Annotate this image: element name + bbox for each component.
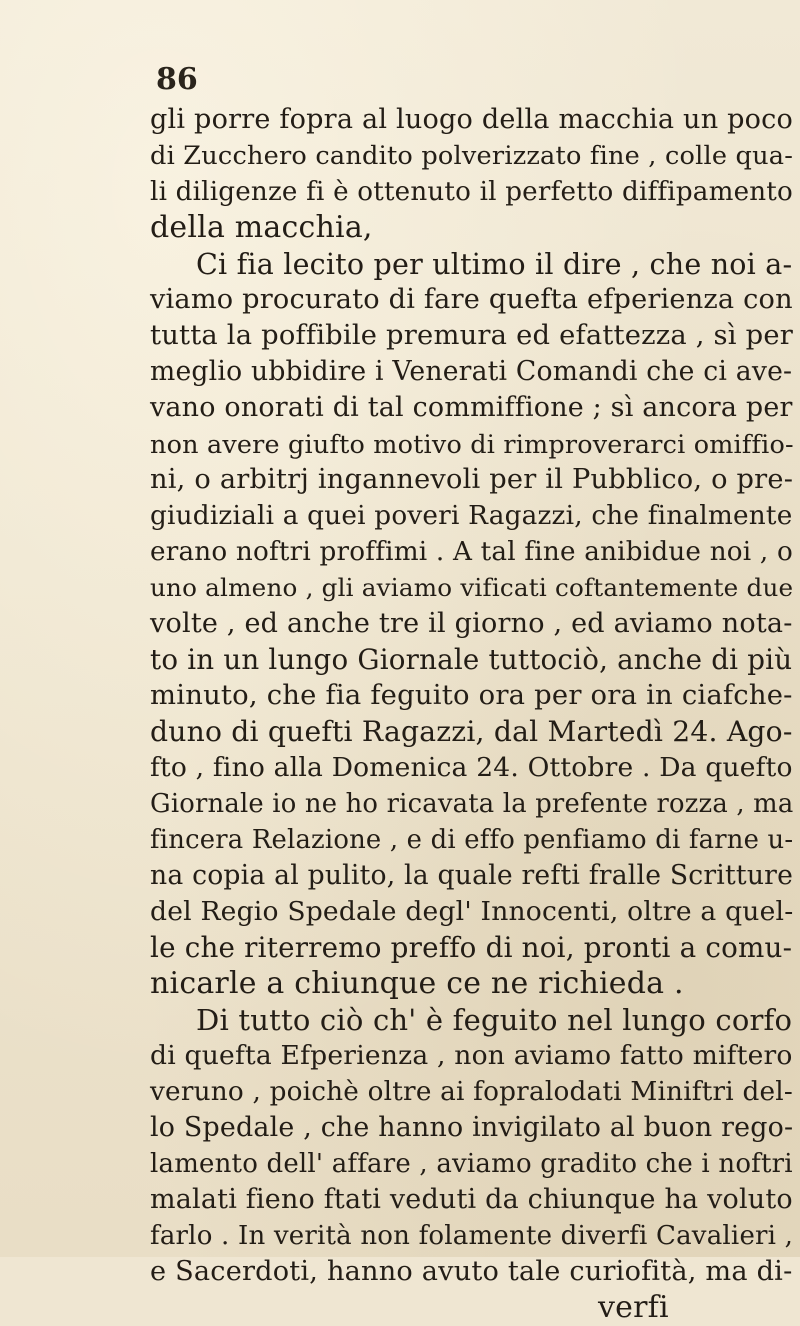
text-line-17: minuto, che fia feguito ora per ora in ciafche- [150, 680, 793, 711]
page-number: 86 [156, 62, 198, 97]
text-line-7: tutta la poffibile premura ed efattezza , sì per [150, 320, 794, 351]
text-line-1: gli porre fopra al luogo della macchia un poco [150, 104, 794, 135]
text-line-5: Ci fia lecito per ultimo il dire , che noi a- [196, 247, 793, 281]
text-line-28: veruno , poichè oltre ai fopralodati Miniftri del- [150, 1077, 793, 1107]
text-line-14: uno almeno , gli aviamo vificati coftantemente due [150, 573, 794, 602]
text-line-30: lamento dell' affare , aviamo gradito che i noftri [150, 1149, 793, 1179]
text-line-25: nicarle a chiunque ce ne richieda . [150, 966, 684, 1001]
text-line-32: farlo . In verità non folamente diverfi Cavalieri , [150, 1221, 794, 1251]
text-line-10: non avere giufto motivo di rimproverarci omiffio- [150, 429, 794, 459]
text-line-3: li diligenze fi è ottenuto il perfetto diffipamento [150, 177, 793, 207]
text-line-8: meglio ubbidire i Venerati Comandi che ci ave- [150, 356, 793, 387]
text-line-19: fto , fino alla Domenica 24. Ottobre . Da quefto [150, 752, 793, 783]
text-line-6: viamo procurato di fare quefta efperienza con [150, 284, 793, 315]
text-line-22: na copia al pulito, la quale refti fralle Scritture [150, 860, 794, 891]
text-line-31: malati fieno ftati veduti da chiunque ha voluto [150, 1184, 793, 1215]
text-line-24: le che riterremo preffo di noi, pronti a comu- [150, 931, 793, 964]
text-line-13: erano noftri proffimi . A tal fine anibidue noi , o [150, 537, 793, 567]
text-line-21: fincera Relazione , e di effo penfiamo di farne u- [150, 825, 794, 855]
text-line-20: Giornale io ne ho ricavata la prefente rozza , ma [150, 789, 794, 819]
text-line-11: ni, o arbitrj ingannevoli per il Pubblico, o pre- [150, 464, 794, 495]
text-line-33: e Sacerdoti, hanno avuto tale curiofità, ma di- [150, 1256, 793, 1287]
text-line-9: vano onorati di tal commiffione ; sì ancora per [150, 392, 793, 423]
text-line-2: di Zucchero candito polverizzato fine , colle qua- [150, 141, 794, 171]
text-line-4: della macchia, [150, 210, 373, 245]
text-line-29: lo Spedale , che hanno invigilato al buon rego- [150, 1112, 794, 1143]
catchword: verfi [598, 1290, 669, 1325]
text-line-12: giudiziali a quei poveri Ragazzi, che finalmente [150, 501, 793, 531]
text-line-15: volte , ed anche tre il giorno , ed aviamo nota- [150, 608, 793, 639]
text-line-26: Di tutto ciò ch' è feguito nel lungo corfo [196, 1003, 793, 1037]
text-line-18: duno di quefti Ragazzi, dal Martedì 24. Ago- [150, 715, 793, 748]
text-line-23: del Regio Spedale degl' Innocenti, oltre a quel- [150, 896, 794, 927]
text-line-27: di quefta Efperienza , non aviamo fatto miftero [150, 1040, 793, 1071]
text-line-16: to in un lungo Giornale tuttociò, anche di più [150, 643, 793, 676]
